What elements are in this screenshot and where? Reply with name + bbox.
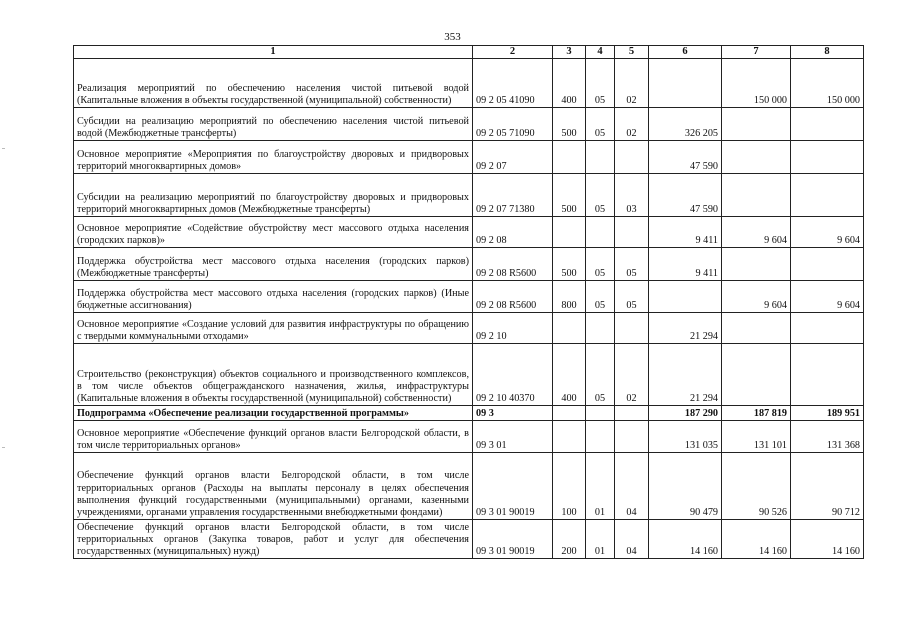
expense-type-code: 500: [553, 248, 586, 281]
amount-year-1: 21 294: [649, 344, 722, 406]
amount-year-2: [722, 108, 791, 141]
header-row: [74, 46, 864, 59]
section-code: [586, 313, 615, 344]
amount-year-3: 14 160: [791, 520, 864, 559]
amount-year-1: 21 294: [649, 313, 722, 344]
target-article-code: 09 2 08: [473, 217, 553, 248]
amount-year-1: [649, 59, 722, 108]
amount-year-1: 9 411: [649, 217, 722, 248]
amount-year-2: [722, 313, 791, 344]
target-article-code: 09 2 07: [473, 141, 553, 174]
target-article-code: 09 2 10: [473, 313, 553, 344]
target-article-code: 09 2 08 R5600: [473, 281, 553, 313]
subsection-code: 04: [615, 520, 649, 559]
table-row: [74, 344, 864, 406]
amount-year-1: 90 479: [649, 453, 722, 520]
subsection-code: 02: [615, 108, 649, 141]
expense-name: Подпрограмма «Обеспечение реализации государственной программы»: [74, 406, 473, 421]
table-row: [74, 108, 864, 141]
table-row: [74, 248, 864, 281]
page-number: 353: [444, 31, 461, 43]
table-row: [74, 421, 864, 453]
target-article-code: 09 2 10 40370: [473, 344, 553, 406]
column-header: 5: [615, 46, 649, 59]
expense-name: Поддержка обустройства мест массового отдыха населения (городских парков) (Межбюджетные трансферты): [74, 248, 473, 281]
subsection-code: 02: [615, 59, 649, 108]
table-row: [74, 520, 864, 559]
subsection-code: 04: [615, 453, 649, 520]
target-article-code: 09 3 01 90019: [473, 453, 553, 520]
expense-name: Субсидии на реализацию мероприятий по благоустройству дворовых и придворовых территорий многоквартирных домов (Межбюджетные трансферты): [74, 174, 473, 217]
section-code: [586, 141, 615, 174]
column-header: 7: [722, 46, 791, 59]
expense-type-code: 400: [553, 344, 586, 406]
column-header: 4: [586, 46, 615, 59]
subprogram-row: [74, 406, 864, 421]
amount-year-3: 90 712: [791, 453, 864, 520]
target-article-code: 09 2 05 41090: [473, 59, 553, 108]
expense-name: Обеспечение функций органов власти Белгородской области, в том числе территориальных органов (Расходы на выплаты персоналу в целях обеспечения выполнения функций государственными (муниципальными) органами, казенными учреждениями, органами управления государственными внебюджетными фондами): [74, 453, 473, 520]
section-code: 05: [586, 174, 615, 217]
table-row: [74, 59, 864, 108]
expense-name: Поддержка обустройства мест массового отдыха населения (городских парков) (Иные бюджетные ассигнования): [74, 281, 473, 313]
subsection-code: 03: [615, 174, 649, 217]
section-code: 05: [586, 344, 615, 406]
amount-year-2: [722, 248, 791, 281]
expense-name: Обеспечение функций органов власти Белгородской области, в том числе территориальных органов (Закупка товаров, работ и услуг для обеспечения государственных (муниципальных) нужд): [74, 520, 473, 559]
section-code: [586, 421, 615, 453]
table-row: [74, 174, 864, 217]
amount-year-2: 9 604: [722, 217, 791, 248]
subsection-code: [615, 141, 649, 174]
expense-name: Основное мероприятие «Обеспечение функций органов власти Белгородской области, в том числе территориальных органов»: [74, 421, 473, 453]
amount-year-2: 187 819: [722, 406, 791, 421]
amount-year-3: [791, 174, 864, 217]
expense-type-code: 800: [553, 281, 586, 313]
amount-year-1: [649, 281, 722, 313]
budget-table: [73, 45, 864, 559]
subsection-code: [615, 313, 649, 344]
amount-year-3: 9 604: [791, 281, 864, 313]
amount-year-3: [791, 313, 864, 344]
section-code: 01: [586, 453, 615, 520]
column-header: 1: [74, 46, 473, 59]
expense-type-code: 500: [553, 174, 586, 217]
target-article-code: 09 2 07 71380: [473, 174, 553, 217]
subsection-code: 05: [615, 281, 649, 313]
table-row: [74, 453, 864, 520]
section-code: [586, 217, 615, 248]
expense-type-code: [553, 217, 586, 248]
amount-year-3: 150 000: [791, 59, 864, 108]
amount-year-1: 187 290: [649, 406, 722, 421]
target-article-code: 09 3 01: [473, 421, 553, 453]
amount-year-1: 326 205: [649, 108, 722, 141]
expense-type-code: [553, 421, 586, 453]
expense-name: Основное мероприятие «Создание условий для развития инфраструктуры по обращению с твердыми коммунальными отходами»: [74, 313, 473, 344]
expense-name: Основное мероприятие «Мероприятия по благоустройству дворовых и придворовых территорий многоквартирных домов»: [74, 141, 473, 174]
amount-year-2: 90 526: [722, 453, 791, 520]
subsection-code: 02: [615, 344, 649, 406]
column-header: 3: [553, 46, 586, 59]
amount-year-2: 131 101: [722, 421, 791, 453]
expense-name: Реализация мероприятий по обеспечению населения чистой питьевой водой (Капитальные вложения в объекты государственной (муниципальной) собственности): [74, 59, 473, 108]
table-row: [74, 217, 864, 248]
table-row: [74, 313, 864, 344]
amount-year-3: 9 604: [791, 217, 864, 248]
subsection-code: 05: [615, 248, 649, 281]
target-article-code: 09 2 08 R5600: [473, 248, 553, 281]
scan-mark: [2, 447, 5, 448]
expense-type-code: 400: [553, 59, 586, 108]
subsection-code: [615, 406, 649, 421]
amount-year-3: [791, 108, 864, 141]
amount-year-2: [722, 344, 791, 406]
amount-year-2: [722, 174, 791, 217]
amount-year-1: 14 160: [649, 520, 722, 559]
amount-year-2: 150 000: [722, 59, 791, 108]
subsection-code: [615, 421, 649, 453]
column-header: 8: [791, 46, 864, 59]
amount-year-3: 131 368: [791, 421, 864, 453]
scan-mark: [2, 148, 5, 149]
amount-year-2: [722, 141, 791, 174]
target-article-code: 09 3: [473, 406, 553, 421]
target-article-code: 09 2 05 71090: [473, 108, 553, 141]
expense-type-code: 200: [553, 520, 586, 559]
amount-year-3: 189 951: [791, 406, 864, 421]
section-code: 05: [586, 108, 615, 141]
expense-type-code: 500: [553, 108, 586, 141]
column-header: 6: [649, 46, 722, 59]
expense-type-code: 100: [553, 453, 586, 520]
section-code: 01: [586, 520, 615, 559]
expense-type-code: [553, 141, 586, 174]
amount-year-3: [791, 248, 864, 281]
section-code: 05: [586, 59, 615, 108]
amount-year-3: [791, 141, 864, 174]
expense-name: Основное мероприятие «Содействие обустройству мест массового отдыха населения (городских парков)»: [74, 217, 473, 248]
section-code: 05: [586, 248, 615, 281]
amount-year-3: [791, 344, 864, 406]
expense-type-code: [553, 313, 586, 344]
table-row: [74, 141, 864, 174]
expense-name: Строительство (реконструкция) объектов социального и производственного комплексов, в том числе объектов общегражданского назначения, жилья, инфраструктуры (Капитальные вложения в объекты государственной (муниципальной) собственности): [74, 344, 473, 406]
subsection-code: [615, 217, 649, 248]
amount-year-1: 131 035: [649, 421, 722, 453]
amount-year-2: 9 604: [722, 281, 791, 313]
expense-type-code: [553, 406, 586, 421]
target-article-code: 09 3 01 90019: [473, 520, 553, 559]
amount-year-1: 9 411: [649, 248, 722, 281]
column-header: 2: [473, 46, 553, 59]
section-code: [586, 406, 615, 421]
table-row: [74, 281, 864, 313]
expense-name: Субсидии на реализацию мероприятий по обеспечению населения чистой питьевой водой (Межбюджетные трансферты): [74, 108, 473, 141]
section-code: 05: [586, 281, 615, 313]
amount-year-1: 47 590: [649, 174, 722, 217]
amount-year-2: 14 160: [722, 520, 791, 559]
amount-year-1: 47 590: [649, 141, 722, 174]
